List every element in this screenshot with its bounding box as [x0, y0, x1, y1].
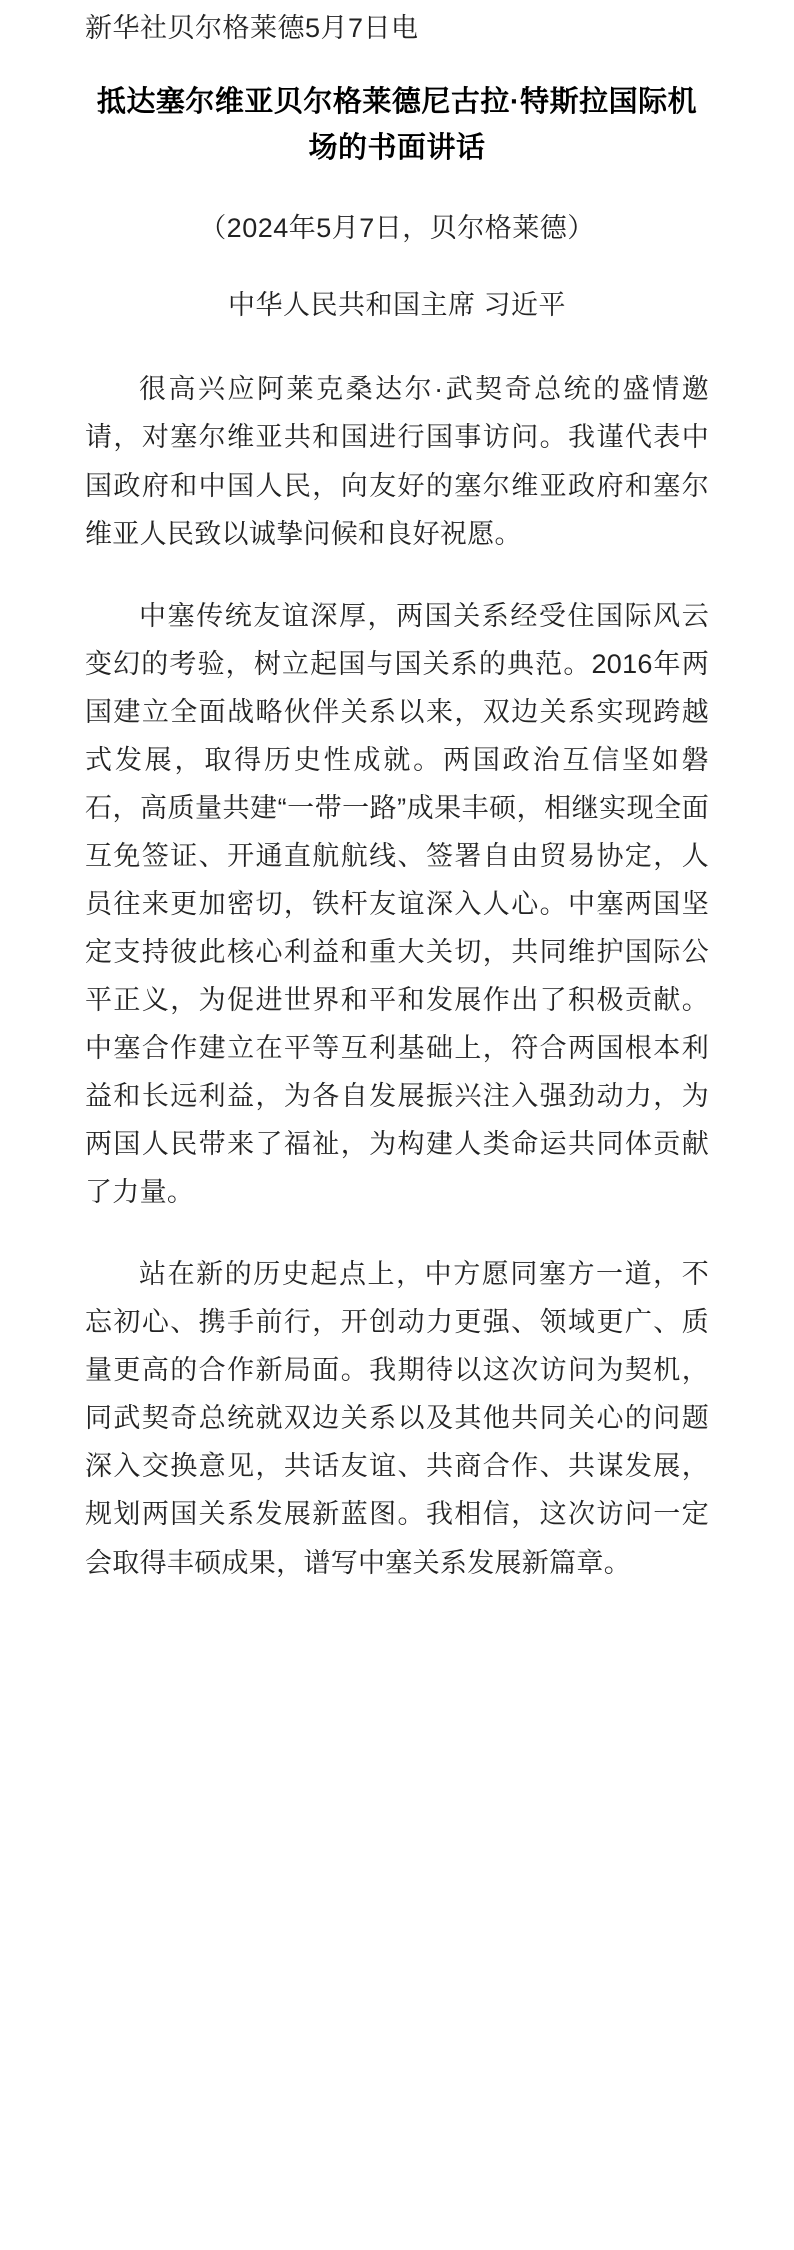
- document-byline: 中华人民共和国主席 习近平: [227, 289, 566, 320]
- body-paragraph: 很高兴应阿莱克桑达尔·武契奇总统的盛情邀请，对塞尔维亚共和国进行国事访问。我谨代表中国政府和中国人民，向友好的塞尔维亚政府和塞尔维亚人民致以诚挚问候和良好祝愿。: [85, 374, 709, 549]
- dateline: 新华社贝尔格莱德5月7日电: [85, 13, 419, 43]
- body-paragraph: 站在新的历史起点上，中方愿同塞方一道，不忘初心、携手前行，开创动力更强、领域更广、质量更高的合作新局面。我期待以这次访问为契机，同武契奇总统就双边关系以及其他共同关心的问题深入交换意见，共话友谊、共商合作、共谋发展，规划两国关系发展新蓝图。我相信，这次访问一定会取得丰硕成果，谱写中塞关系发展新篇章。: [85, 1259, 709, 1578]
- page-title: 抵达塞尔维亚贝尔格莱德尼古拉·特斯拉国际机场的书面讲话: [96, 85, 698, 165]
- body-paragraph: 中塞传统友谊深厚，两国关系经受住国际风云变幻的考验，树立起国与国关系的典范。2016年两国建立全面战略伙伴关系以来，双边关系实现跨越式发展，取得历史性成就。两国政治互信坚如磐石，高质量共建“一带一路”成果丰硕，相继实现全面互免签证、开通直航航线、签署自由贸易协定，人员往来更加密切，铁杆友谊深入人心。中塞两国坚定支持彼此核心利益和重大关切，共同维护国际公平正义，为促进世界和平和发展作出了积极贡献。中塞合作建立在平等互利基础上，符合两国根本利益和长远利益，为各自发展振兴注入强劲动力，为两国人民带来了福祉，为构建人类命运共同体贡献了力量。: [85, 600, 709, 1208]
- document-subtitle: （2024年5月7日，贝尔格莱德）: [199, 213, 595, 244]
